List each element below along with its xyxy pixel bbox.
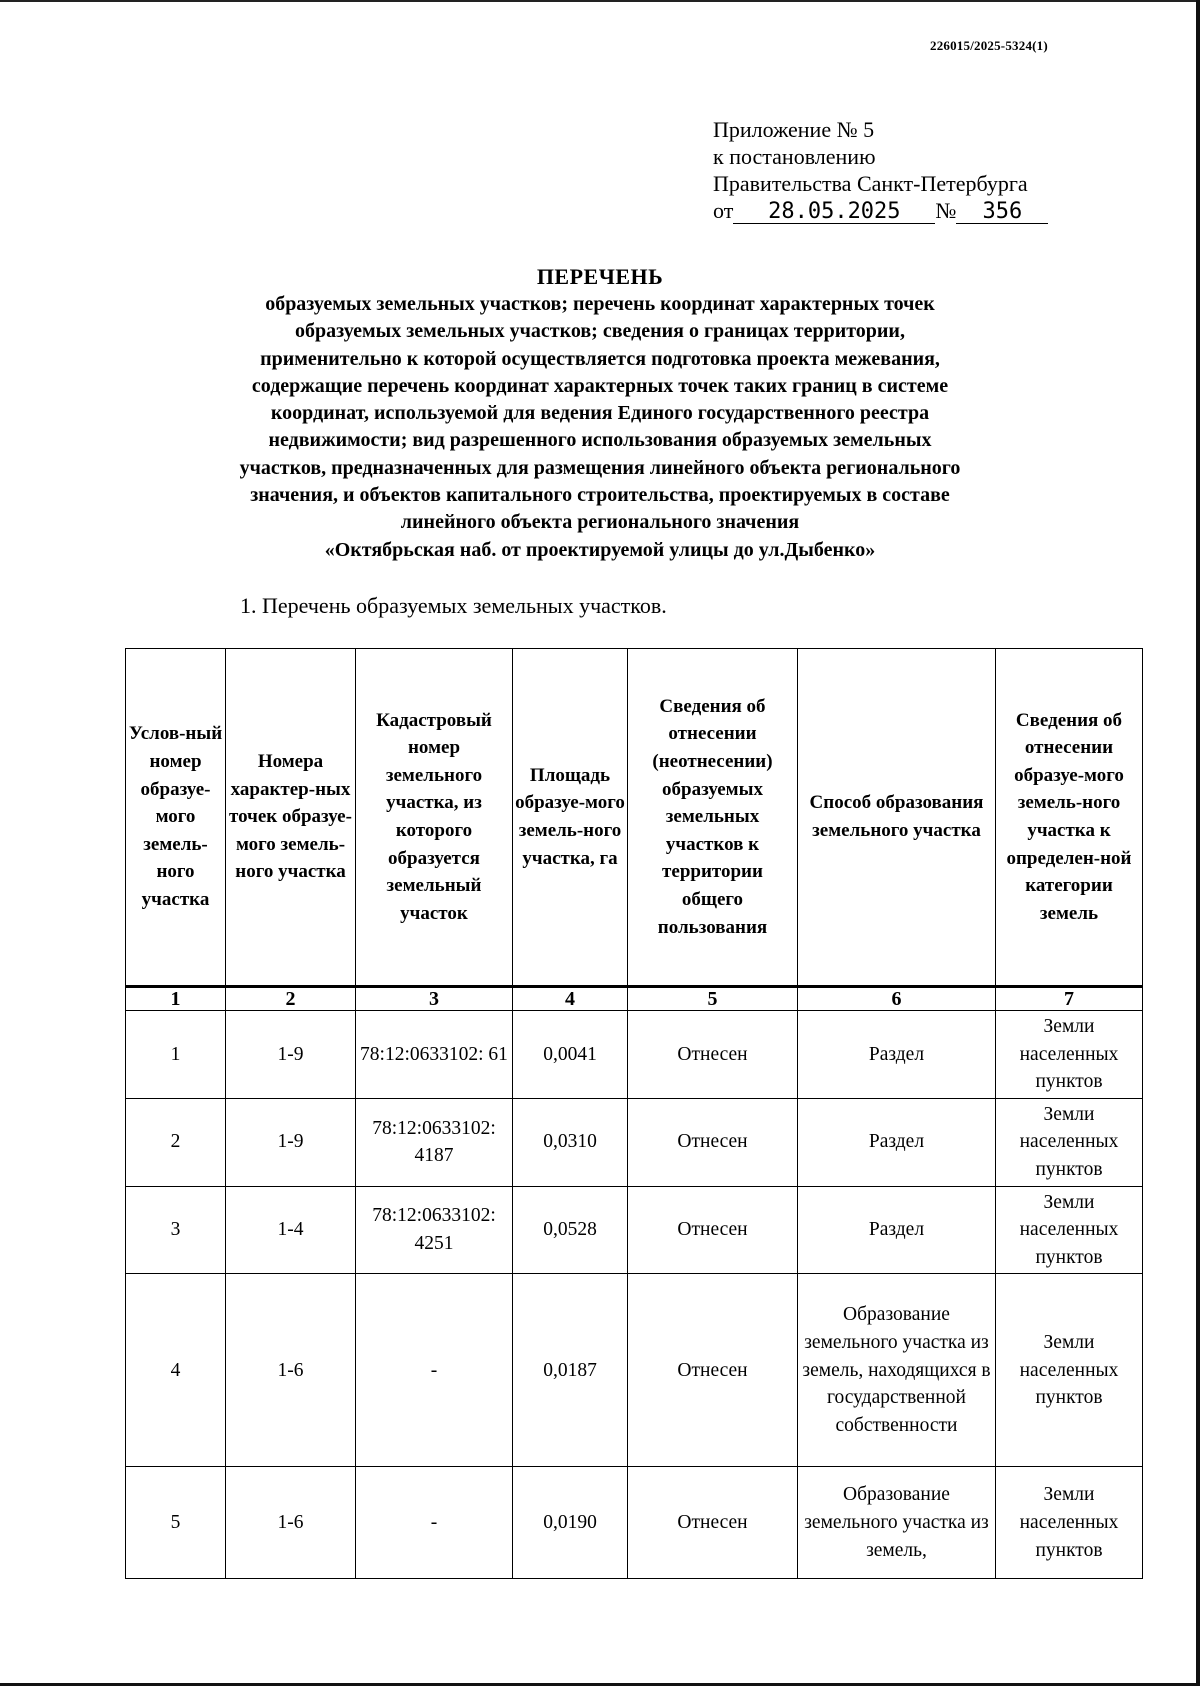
column-number: 6	[798, 987, 996, 1011]
table-cell: Образование земельного участка из земель,	[798, 1467, 996, 1579]
column-number: 4	[513, 987, 628, 1011]
table-cell: 4	[126, 1274, 226, 1467]
land-plots-table	[125, 648, 1143, 1579]
table-cell: 1-6	[226, 1467, 356, 1579]
column-number: 3	[356, 987, 513, 1011]
column-header: Номера характер-ных точек образуе-мого земель-ного участка	[226, 649, 356, 987]
subtitle-line: значения, и объектов капитального строительства, проектируемых в составе	[250, 484, 950, 507]
subtitle-line: недвижимости; вид разрешенного использования образуемых земельных	[268, 429, 932, 452]
column-number-row	[126, 987, 1143, 1011]
table-cell: 1	[126, 1011, 226, 1099]
column-header: Способ образования земельного участка	[798, 649, 996, 987]
table-cell: Земли населенных пунктов	[996, 1011, 1143, 1099]
table-cell: -	[356, 1467, 513, 1579]
table-header-row	[126, 649, 1143, 987]
table-cell: 0,0041	[513, 1011, 628, 1099]
column-header: Площадь образуе-мого земель-ного участка, га	[513, 649, 628, 987]
table-cell: Отнесен	[628, 1467, 798, 1579]
table-cell: 5	[126, 1467, 226, 1579]
subtitle-line: образуемых земельных участков; сведения о границах территории,	[295, 320, 905, 343]
section-heading: 1. Перечень образуемых земельных участков.	[240, 593, 667, 618]
table-cell: 1-9	[226, 1011, 356, 1099]
number-label: №	[935, 198, 957, 223]
table-cell: 0,0528	[513, 1186, 628, 1274]
subtitle-line: линейного объекта регионального значения	[400, 511, 800, 534]
appendix-line-2: к постановлению	[713, 144, 876, 169]
table-cell: 1-6	[226, 1274, 356, 1467]
table-cell: 1-4	[226, 1186, 356, 1274]
document-title: ПЕРЕЧЕНЬ	[536, 264, 664, 289]
table-row	[126, 1467, 1143, 1579]
table-cell: 78:12:0633102: 4187	[356, 1098, 513, 1186]
table-row	[126, 1098, 1143, 1186]
table-cell: Раздел	[798, 1098, 996, 1186]
table-cell: 1-9	[226, 1098, 356, 1186]
scan-edge-right	[1196, 0, 1200, 1686]
column-number: 1	[126, 987, 226, 1011]
table-row	[126, 1186, 1143, 1274]
column-header: Сведения об отнесении (неотнесении) образуемых земельных участков к территории общего пользования	[628, 649, 798, 987]
column-header: Кадастровый номер земельного участка, из которого образуется земельный участок	[356, 649, 513, 987]
table-cell: Отнесен	[628, 1098, 798, 1186]
table-cell: 2	[126, 1098, 226, 1186]
table-cell: 3	[126, 1186, 226, 1274]
column-header: Услов-ный номер образуе-мого земель-ного участка	[126, 649, 226, 987]
appendix-date-line	[713, 197, 1048, 224]
table-cell: Отнесен	[628, 1274, 798, 1467]
table-cell: 78:12:0633102: 61	[356, 1011, 513, 1099]
column-number: 7	[996, 987, 1143, 1011]
scan-edge-top	[0, 0, 1200, 2]
table-row	[126, 1011, 1143, 1099]
column-number: 5	[628, 987, 798, 1011]
appendix-block	[713, 116, 1048, 224]
from-label: от	[713, 198, 734, 223]
subtitle-line: участков, предназначенных для размещения линейного объекта регионального	[239, 456, 961, 479]
table-cell: 78:12:0633102: 4251	[356, 1186, 513, 1274]
document-number: 226015/2025-5324(1)	[930, 38, 1048, 53]
document-title-block	[140, 263, 1060, 564]
table-cell: Отнесен	[628, 1186, 798, 1274]
table-cell: Земли населенных пунктов	[996, 1274, 1143, 1467]
table-cell: Раздел	[798, 1011, 996, 1099]
table-cell: 0,0190	[513, 1467, 628, 1579]
table-cell: Земли населенных пунктов	[996, 1098, 1143, 1186]
table-cell: Раздел	[798, 1186, 996, 1274]
subtitle-line: содержащие перечень координат характерных точек таких границ в системе	[251, 374, 949, 397]
table-cell: Земли населенных пунктов	[996, 1186, 1143, 1274]
table-cell: 0,0187	[513, 1274, 628, 1467]
table-cell: 0,0310	[513, 1098, 628, 1186]
table-cell: Земли населенных пунктов	[996, 1467, 1143, 1579]
table-cell: Отнесен	[628, 1011, 798, 1099]
subtitle-line: координат, используемой для ведения Единого государственного реестра	[270, 402, 930, 425]
table-cell: Образование земельного участка из земель, находящихся в государственной собственности	[798, 1274, 996, 1467]
project-name: «Октябрьская наб. от проектируемой улицы до ул.Дыбенко»	[324, 538, 876, 561]
column-number: 2	[226, 987, 356, 1011]
decree-date: 28.05.2025	[733, 201, 935, 224]
subtitle-line: применительно к которой осуществляется подготовка проекта межевания,	[260, 347, 940, 370]
subtitle-line: образуемых земельных участков; перечень координат характерных точек	[265, 293, 935, 315]
decree-number: 356	[956, 201, 1048, 224]
appendix-line-1: Приложение № 5	[713, 117, 875, 142]
table-cell: -	[356, 1274, 513, 1467]
appendix-line-3: Правительства Санкт-Петербурга	[713, 171, 1028, 196]
table-row	[126, 1274, 1143, 1467]
column-header: Сведения об отнесении образуе-мого земель-ного участка к определен-ной категории земель	[996, 649, 1143, 987]
